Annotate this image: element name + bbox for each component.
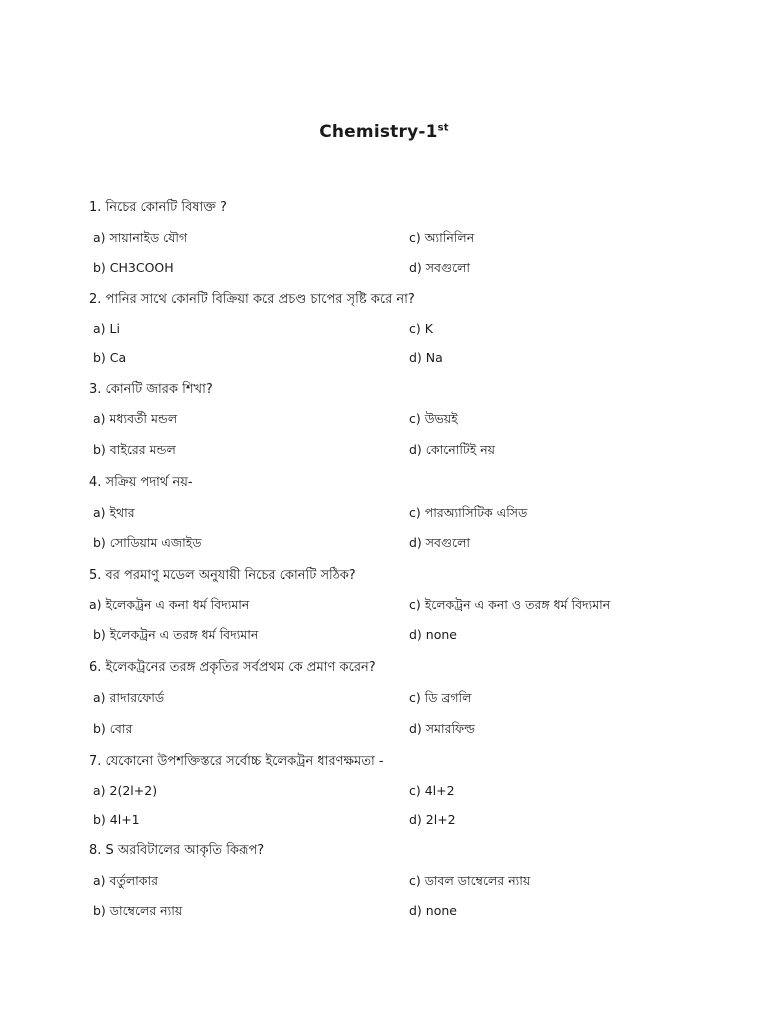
- question-3: 3. কোনটি জারক শিখা?: [89, 382, 213, 397]
- question-6-option-a: a) রাদারফোর্ড: [93, 690, 165, 705]
- question-1-option-c: c) অ্যানিলিন: [409, 230, 475, 245]
- question-4-option-c: c) পারঅ্যাসিটিক এসিড: [409, 505, 528, 520]
- question-6: 6. ইলেকট্রনের তরঙ্গ প্রকৃতির সর্বপ্রথম কে প্রমাণ করেন?: [89, 660, 376, 675]
- question-1-option-a: a) সায়ানাইড যৌগ: [93, 230, 188, 245]
- question-7-option-b: b) 4l+1: [93, 812, 140, 827]
- question-1-option-b: b) CH3COOH: [93, 260, 174, 275]
- question-8-option-b: b) ডাম্বেলের ন্যায়: [93, 903, 183, 918]
- question-5-option-d: d) none: [409, 627, 457, 642]
- question-7-option-c: c) 4l+2: [409, 783, 455, 798]
- question-8-option-a: a) বর্তুলাকার: [93, 873, 159, 888]
- question-1: 1. নিচের কোনটি বিষাক্ত ?: [89, 200, 227, 215]
- question-7-option-d: d) 2l+2: [409, 812, 456, 827]
- question-5-option-b: b) ইলেকট্রন এ তরঙ্গ ধর্ম বিদ্যমান: [93, 627, 259, 642]
- question-8: 8. S অরবিটালের আকৃতি কিরূপ?: [89, 843, 265, 858]
- question-8-option-c: c) ডাবল ডাম্বেলের ন্যায়: [409, 873, 531, 888]
- question-4-option-d: d) সবগুলো: [409, 535, 471, 550]
- question-2-option-c: c) K: [409, 321, 433, 336]
- question-2-option-a: a) Li: [93, 321, 120, 336]
- question-3-option-a: a) মধ্যবর্তী মন্ডল: [93, 411, 178, 426]
- question-2: 2. পানির সাথে কোনটি বিক্রিয়া করে প্রচণ্ড চাপের সৃষ্টি করে না?: [89, 292, 415, 307]
- question-7: 7. যেকোনো উপশক্তিস্তরে সর্বোচ্চ ইলেকট্রন ধারণক্ষমতা -: [89, 754, 384, 769]
- question-2-option-b: b) Ca: [93, 350, 127, 365]
- question-4: 4. সক্রিয় পদার্থ নয়-: [89, 475, 193, 490]
- question-6-option-c: c) ডি ব্রগলি: [409, 690, 472, 705]
- title-superscript: st: [437, 122, 449, 134]
- title-main: Chemistry-1: [319, 122, 438, 142]
- question-5-option-c: c) ইলেকট্রন এ কনা ও তরঙ্গ ধর্ম বিদ্যমান: [409, 597, 611, 612]
- page-title: [0, 122, 768, 142]
- question-5: 5. বর পরমাণু মডেল অনুযায়ী নিচের কোনটি সঠিক?: [89, 568, 356, 583]
- question-1-option-d: d) সবগুলো: [409, 260, 471, 275]
- question-4-option-a: a) ইথার: [93, 505, 135, 520]
- question-4-option-b: b) সোডিয়াম এজাইড: [93, 535, 202, 550]
- question-6-option-b: b) বোর: [93, 721, 133, 736]
- question-3-option-c: c) উভয়ই: [409, 411, 458, 426]
- question-6-option-d: d) সমারফিল্ড: [409, 721, 475, 736]
- question-3-option-d: d) কোনোটিই নয়: [409, 442, 496, 457]
- question-5-option-a: a) ইলেকট্রন এ কনা ধর্ম বিদ্যমান: [89, 597, 250, 612]
- question-8-option-d: d) none: [409, 903, 457, 918]
- question-3-option-b: b) বাইরের মন্ডল: [93, 442, 176, 457]
- question-7-option-a: a) 2(2l+2): [93, 783, 158, 798]
- question-2-option-d: d) Na: [409, 350, 443, 365]
